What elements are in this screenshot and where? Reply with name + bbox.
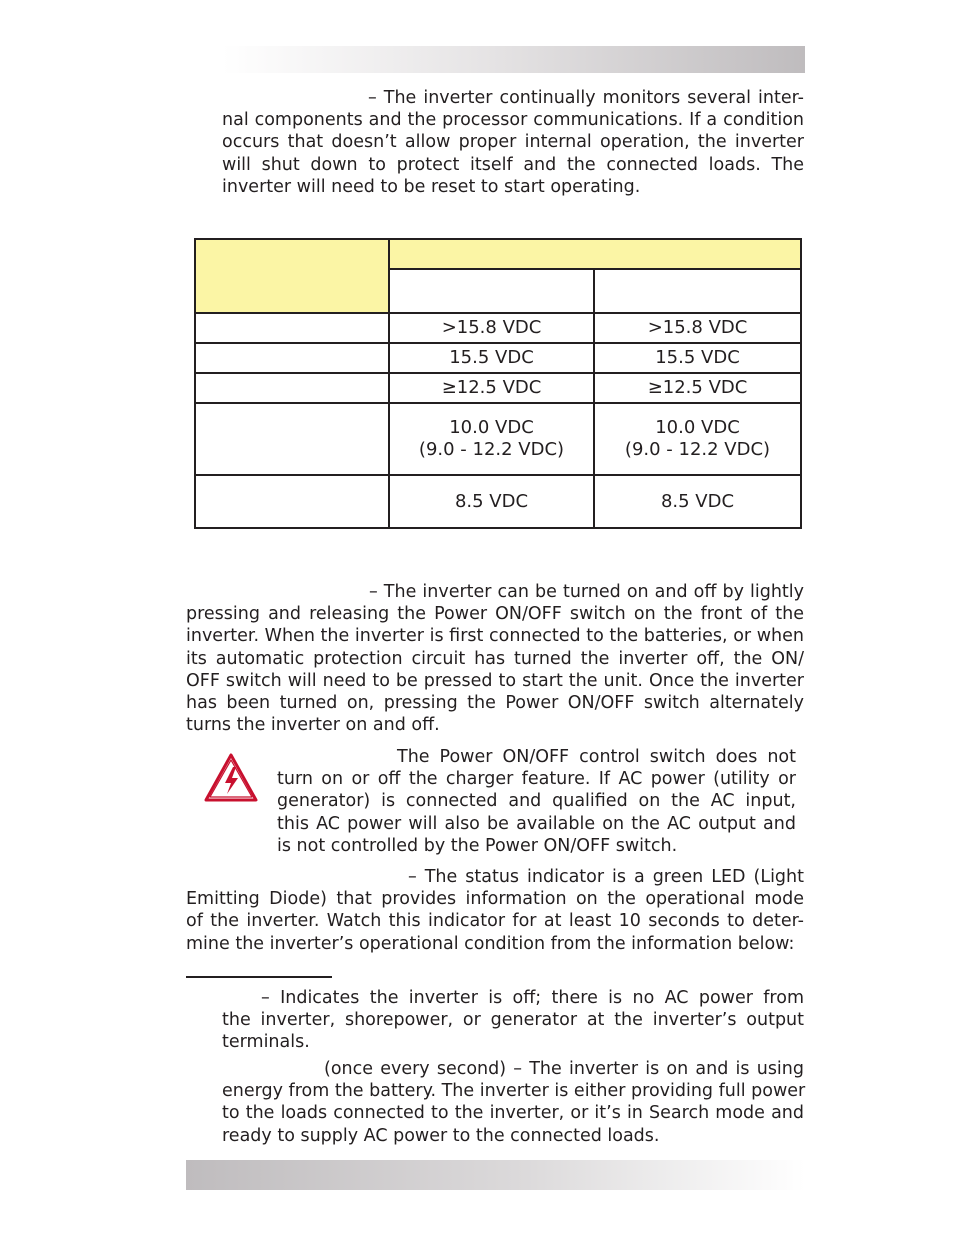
table-row-label [195,403,389,475]
text-line: mine the inverter’s operational condition from the information below: [186,933,795,954]
text-line: occurs that doesn’t allow proper internal operation, the inverter [222,132,804,153]
table-cell: ≥12.5 VDC [389,373,594,403]
text-line: (once every second) – The inverter is on and is using [324,1059,804,1079]
electrical-hazard-warning-icon [203,752,259,804]
text-line: ready to supply AC power to the connected loads. [222,1125,660,1146]
table-cell: >15.8 VDC [389,313,594,343]
table-row [195,403,801,475]
table-cell-range: (9.0 - 12.2 VDC) [624,439,771,460]
table-cell: 8.5 VDC [594,475,801,528]
warning-paragraph [277,746,796,857]
text-line: – The inverter can be turned on and off by lightly [369,582,804,602]
table-cell: 15.5 VDC [389,343,594,373]
text-line: of the inverter. Watch this indicator for at least 10 seconds to deter- [186,911,804,932]
table-cell-value: 10.0 VDC [449,417,534,438]
table-cell-value: 10.0 VDC [655,417,740,438]
table-row-label [195,313,389,343]
text-line: pressing and releasing the Power ON/OFF switch on the front of the [186,604,804,625]
table-row [195,475,801,528]
table-subheader [594,269,801,313]
text-line: terminals. [222,1032,310,1053]
battery-voltage-table [194,238,802,529]
table-cell: ≥12.5 VDC [594,373,801,403]
page-header-bar [222,46,805,73]
table-cell: 8.5 VDC [389,475,594,528]
table-header-group [389,239,801,269]
table-row [195,343,801,373]
table-row-label [195,475,389,528]
text-line: turn on or off the charger feature. If AC power (utility or [277,769,796,790]
table-row [195,373,801,403]
text-line: has been turned on, pressing the Power ON/OFF switch alternately [186,693,804,714]
internal-fault-paragraph [222,87,804,198]
table-cell-range: (9.0 - 12.2 VDC) [418,439,565,460]
text-line: generator) is connected and qualified on the AC input, [277,791,796,812]
text-line: this AC power will also be available on the AC output and [277,813,796,834]
power-switch-paragraph [186,581,804,736]
table-cell: >15.8 VDC [594,313,801,343]
text-line: inverter. When the inverter is first connected to the batteries, or when [186,626,804,647]
text-line: inverter will need to be reset to start operating. [222,176,641,197]
text-line: nal components and the processor communications. If a condition [222,110,804,131]
text-line: The Power ON/OFF control switch does not [397,747,796,767]
led-off-paragraph [222,987,804,1054]
text-line: will shut down to protect itself and the connected loads. The [222,154,804,175]
table-row [195,313,801,343]
text-line: its automatic protection circuit has turned the inverter off, the ON/ [186,648,804,669]
table-cell: 15.5 VDC [594,343,801,373]
text-line: – The status indicator is a green LED (Light [408,867,804,887]
table-row-label [195,343,389,373]
text-line: – The inverter continually monitors several inter- [368,88,804,108]
text-line: – Indicates the inverter is off; there is no AC power from [261,988,804,1008]
text-line: energy from the battery. The inverter is either providing full power [222,1081,806,1102]
section-rule [186,976,332,978]
table-cell [594,403,801,475]
text-line: OFF switch will need to be pressed to start the unit. Once the inverter [186,670,804,691]
table-subheader [389,269,594,313]
page-footer-bar [186,1160,805,1190]
table-header-corner [195,239,389,313]
table-row-label [195,373,389,403]
text-line: is not controlled by the Power ON/OFF switch. [277,835,678,856]
text-line: turns the inverter on and off. [186,715,440,736]
text-line: the inverter, shorepower, or generator at the inverter’s output [222,1010,804,1031]
text-line: to the loads connected to the inverter, or it’s in Search mode and [222,1103,804,1124]
led-blinking-paragraph [222,1058,804,1147]
status-led-paragraph [186,866,804,955]
table-cell [389,403,594,475]
text-line: Emitting Diode) that provides information on the operational mode [186,889,804,910]
